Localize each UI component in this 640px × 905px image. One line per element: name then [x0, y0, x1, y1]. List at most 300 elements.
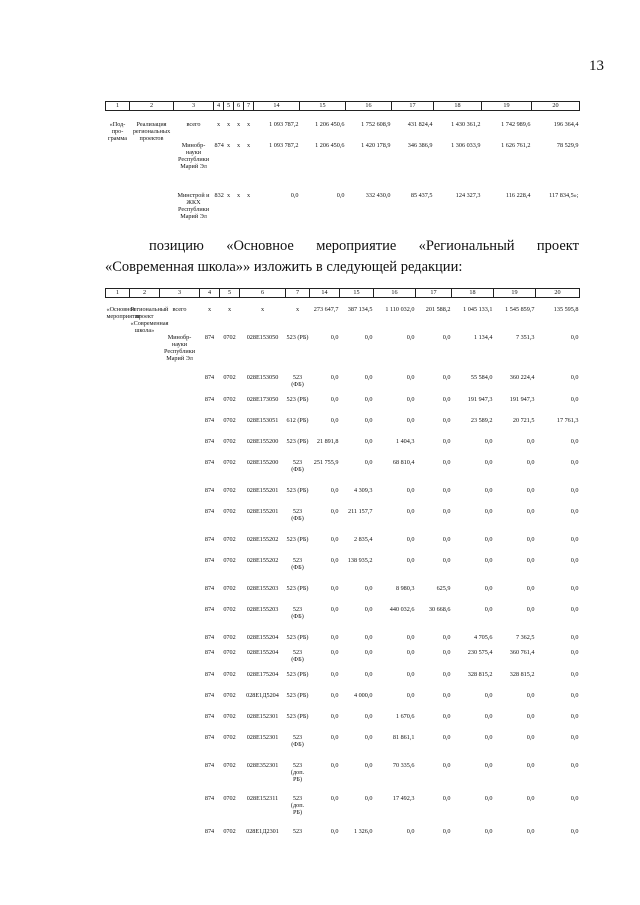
table-cell: 1 742 989,6 — [501, 121, 531, 128]
table-row — [106, 713, 580, 720]
table-cell: 0,0 — [570, 438, 579, 445]
table-cell: 0,0 — [330, 557, 339, 564]
table-cell: 0,0 — [330, 396, 339, 403]
table-cell: 116 228,4 — [505, 192, 531, 199]
table-cell — [130, 142, 174, 170]
table-cell: 8 980,3 — [395, 585, 415, 592]
table-cell: 028Е175204 — [246, 671, 279, 678]
table-cell: 0,0 — [330, 374, 339, 381]
table-cell: х — [236, 142, 241, 149]
table-cell: 0,0 — [526, 828, 535, 835]
column-header: 18 — [452, 289, 494, 298]
table-cell: 523 (РБ) — [286, 692, 309, 699]
empty-cell — [160, 634, 200, 641]
table-cell: 0,0 — [442, 417, 451, 424]
column-header: 15 — [340, 289, 374, 298]
table-cell: 387 134,5 — [347, 306, 373, 313]
table-cell: 874 — [204, 828, 215, 835]
table-cell: 0,0 — [442, 649, 451, 656]
table-cell: 0,0 — [570, 487, 579, 494]
table-cell: 0,0 — [570, 692, 579, 699]
table-cell: 0,0 — [406, 396, 415, 403]
table-cell: 124 327,3 — [455, 192, 481, 199]
table-cell: 7 362,5 — [515, 634, 535, 641]
table-cell: 0,0 — [526, 438, 535, 445]
table-cell: 0702 — [223, 671, 236, 678]
table-cell: 874 — [214, 142, 224, 149]
column-header: 1 — [106, 289, 130, 298]
table-cell: 523 (РБ) — [286, 334, 309, 341]
table-cell: 1 093 787,2 — [269, 142, 299, 149]
table-cell: 0,0 — [290, 192, 299, 199]
column-header: 3 — [174, 102, 214, 111]
empty-cell — [160, 713, 200, 720]
table-row — [106, 828, 580, 835]
table-cell: 028Е155202 — [246, 557, 279, 564]
table-cell: х — [236, 192, 241, 199]
table-cell: 523 (РБ) — [286, 671, 309, 678]
table-cell: 138 935,2 — [347, 557, 373, 564]
table-cell: 0,0 — [484, 795, 493, 802]
table-cell: всего — [186, 121, 201, 128]
table-cell: 1 110 032,0 — [385, 306, 415, 313]
page-number: 13 — [589, 58, 604, 74]
table-cell: 0,0 — [330, 606, 339, 613]
instruction-paragraph — [105, 236, 579, 278]
empty-cell — [160, 374, 200, 388]
table-cell: 0702 — [223, 438, 236, 445]
table-cell: 0,0 — [570, 508, 579, 515]
table-cell: 523 (РБ) — [286, 585, 309, 592]
table-cell: 0,0 — [442, 508, 451, 515]
empty-cell — [130, 396, 160, 403]
table-cell: 523 (доп. РБ) — [290, 762, 305, 783]
table-row — [106, 585, 580, 592]
empty-cell — [130, 536, 160, 543]
table-cell: 874 — [204, 334, 215, 341]
table-cell: 0,0 — [484, 762, 493, 769]
table-cell: 0,0 — [442, 634, 451, 641]
table-cell: 0,0 — [364, 671, 373, 678]
table-cell: 0,0 — [570, 762, 579, 769]
table-cell: 523 — [292, 828, 303, 835]
table-cell: 0,0 — [526, 762, 535, 769]
ministry-cell: Минобр-науки Республики Марий Эл — [163, 334, 196, 362]
table-cell: 523 (ФБ) — [291, 557, 304, 571]
table-cell: 191 947,3 — [509, 396, 535, 403]
table-regional-project — [105, 288, 580, 835]
table-cell: «Основное мероприятие — [106, 306, 141, 320]
empty-cell — [160, 692, 200, 699]
table-cell — [130, 192, 174, 220]
table-cell: 625,9 — [436, 585, 451, 592]
table-cell: 523 (РБ) — [286, 396, 309, 403]
table-cell: 0,0 — [526, 508, 535, 515]
empty-cell — [160, 396, 200, 403]
table-cell: 028Е155201 — [246, 487, 279, 494]
empty-cell — [160, 508, 200, 522]
column-header: 6 — [240, 289, 286, 298]
table-cell: 0,0 — [330, 487, 339, 494]
table-cell: 1 752 608,9 — [361, 121, 391, 128]
table-cell: 874 — [204, 634, 215, 641]
table-cell: 0,0 — [570, 734, 579, 741]
empty-cell — [130, 649, 160, 663]
table-cell: 874 — [204, 508, 215, 515]
table-cell: 0,0 — [364, 713, 373, 720]
column-header: 20 — [532, 102, 580, 111]
table-cell: 0,0 — [484, 508, 493, 515]
table-cell: 4 309,3 — [353, 487, 373, 494]
table-cell: 523 (ФБ) — [291, 649, 304, 663]
empty-cell — [106, 713, 130, 720]
table-cell: 1 420 178,9 — [361, 142, 391, 149]
table-cell: 028Е152301 — [246, 734, 279, 741]
table-cell: 21 891,8 — [316, 438, 339, 445]
table-cell: 874 — [204, 459, 215, 466]
table-cell: 328 815,2 — [467, 671, 493, 678]
table-cell: Реализация региональных проектов — [132, 121, 171, 142]
table-cell: 0702 — [223, 585, 236, 592]
table-cell: 1 045 133,1 — [463, 306, 493, 313]
paragraph-line-2: «Современная школа»» изложить в следующей редакции: — [105, 259, 463, 275]
column-header: 4 — [214, 102, 224, 111]
column-header: 17 — [392, 102, 434, 111]
table-cell: 0,0 — [330, 508, 339, 515]
table-cell: 0,0 — [406, 487, 415, 494]
empty-cell — [106, 585, 130, 592]
column-header: 1 — [106, 102, 130, 111]
table-cell: 0702 — [223, 487, 236, 494]
table-cell: 0702 — [223, 536, 236, 543]
table-cell: 0,0 — [570, 374, 579, 381]
table-cell: 523 (РБ) — [286, 713, 309, 720]
table-cell: 874 — [204, 438, 215, 445]
table-cell: 211 157,7 — [347, 508, 373, 515]
table-cell: 1 670,6 — [395, 713, 415, 720]
table-cell: х — [226, 142, 231, 149]
table-cell: 0,0 — [406, 671, 415, 678]
empty-cell — [106, 487, 130, 494]
table-cell: 028Е155203 — [246, 606, 279, 613]
empty-cell — [130, 508, 160, 522]
table-row — [106, 334, 580, 362]
table-cell: 0,0 — [442, 734, 451, 741]
table-cell: 0702 — [223, 417, 236, 424]
empty-cell — [106, 396, 130, 403]
table-cell: 0,0 — [570, 606, 579, 613]
table-cell: 328 815,2 — [509, 671, 535, 678]
column-header: 4 — [200, 289, 220, 298]
table-cell: 0702 — [223, 828, 236, 835]
table-cell: 028Е155201 — [246, 508, 279, 515]
empty-cell — [130, 734, 160, 748]
empty-cell — [160, 487, 200, 494]
table-cell: 0,0 — [442, 374, 451, 381]
table-row — [106, 121, 580, 142]
table-cell: 0,0 — [336, 192, 345, 199]
table-cell: 0,0 — [570, 557, 579, 564]
table-cell: 0702 — [223, 606, 236, 613]
table-cell: 0,0 — [526, 536, 535, 543]
empty-cell — [160, 438, 200, 445]
table-cell: 028Е155200 — [246, 438, 279, 445]
empty-cell — [106, 606, 130, 620]
table-cell: 523 (ФБ) — [291, 734, 304, 748]
table-cell: 523 (ФБ) — [291, 374, 304, 388]
table-cell: 0,0 — [570, 713, 579, 720]
table-cell: 0,0 — [364, 585, 373, 592]
table-cell: 4 000,0 — [353, 692, 373, 699]
column-header: 19 — [494, 289, 536, 298]
table-cell: 874 — [204, 536, 215, 543]
table-cell: 523 (ФБ) — [291, 508, 304, 522]
table-row — [106, 396, 580, 403]
table-cell: 1 545 859,7 — [505, 306, 535, 313]
table-row — [106, 142, 580, 170]
table-cell: х — [295, 306, 300, 313]
table-cell: 523 (доп. РБ) — [290, 795, 305, 816]
table-cell: х — [227, 306, 232, 313]
table-cell: 028Е352301 — [246, 762, 279, 769]
table-cell: 028Е155204 — [246, 649, 279, 656]
table-cell: 028Е152301 — [246, 713, 279, 720]
table-cell: 0,0 — [330, 734, 339, 741]
table-cell: 0702 — [223, 762, 236, 769]
table-cell: 0,0 — [526, 585, 535, 592]
table-cell: 360 761,4 — [509, 649, 535, 656]
table-cell: 0,0 — [406, 536, 415, 543]
table-cell: 23 589,2 — [470, 417, 493, 424]
table-cell: х — [216, 121, 221, 128]
table-cell: 0702 — [223, 649, 236, 656]
table-cell: 0,0 — [364, 795, 373, 802]
empty-cell — [160, 606, 200, 620]
empty-cell — [106, 508, 130, 522]
table-cell: 874 — [204, 487, 215, 494]
table-cell: 0,0 — [484, 459, 493, 466]
table-cell: 273 647,7 — [313, 306, 339, 313]
paragraph-line-1: позицию «Основное мероприятие «Региональный проект — [149, 238, 579, 254]
table-cell: 0,0 — [330, 762, 339, 769]
table-cell: 0,0 — [330, 795, 339, 802]
table-cell: 0,0 — [484, 557, 493, 564]
table-cell: 874 — [204, 671, 215, 678]
table-cell: 0,0 — [442, 795, 451, 802]
table-cell: 0,0 — [330, 585, 339, 592]
table-cell: 1 206 450,6 — [315, 142, 345, 149]
table-cell: 0,0 — [526, 459, 535, 466]
table-cell: 0,0 — [570, 536, 579, 543]
table-row — [106, 762, 580, 783]
table-cell: 0,0 — [330, 536, 339, 543]
table-cell: 028Е1Д2301 — [246, 828, 279, 835]
table-cell: 874 — [204, 606, 215, 613]
table-cell: 0,0 — [442, 438, 451, 445]
table-cell: 0,0 — [364, 634, 373, 641]
empty-cell — [106, 828, 130, 835]
table-row — [106, 438, 580, 445]
table-header-row — [106, 289, 580, 298]
table-row — [106, 671, 580, 678]
table-cell: 0,0 — [442, 692, 451, 699]
table-cell: 0,0 — [570, 671, 579, 678]
table-cell: 0,0 — [330, 649, 339, 656]
empty-cell — [160, 734, 200, 748]
table-cell: 874 — [204, 649, 215, 656]
table-cell: 523 (РБ) — [286, 536, 309, 543]
table-cell: 4 705,6 — [473, 634, 493, 641]
column-header: 5 — [224, 102, 234, 111]
empty-cell — [130, 438, 160, 445]
table-row — [106, 606, 580, 620]
table-row — [106, 306, 580, 334]
table-cell: 20 721,5 — [512, 417, 535, 424]
table-row — [106, 634, 580, 641]
table-cell: 0,0 — [406, 692, 415, 699]
table-cell: х — [226, 192, 231, 199]
table-cell: всего — [172, 306, 187, 313]
table-cell: 0,0 — [484, 438, 493, 445]
table-row — [106, 459, 580, 473]
table-cell: 0,0 — [442, 334, 451, 341]
column-header: 15 — [300, 102, 346, 111]
table-cell: 0,0 — [526, 734, 535, 741]
table-cell: 81 861,1 — [392, 734, 415, 741]
empty-cell — [130, 828, 160, 835]
table-header-row — [106, 102, 580, 111]
empty-cell — [160, 557, 200, 571]
table-cell: 523 (ФБ) — [291, 606, 304, 620]
column-header: 2 — [130, 102, 174, 111]
empty-cell — [130, 606, 160, 620]
table-cell: 028Е153050 — [246, 334, 279, 341]
table-cell: 0,0 — [330, 334, 339, 341]
table-cell: 028Е153050 — [246, 374, 279, 381]
empty-cell — [160, 828, 200, 835]
empty-cell — [130, 692, 160, 699]
table-cell: 0,0 — [330, 692, 339, 699]
table-row — [106, 557, 580, 571]
table-cell: 0,0 — [442, 536, 451, 543]
table-cell: 0,0 — [364, 734, 373, 741]
column-header: 7 — [286, 289, 310, 298]
empty-cell — [106, 557, 130, 571]
empty-cell — [160, 649, 200, 663]
column-header: 19 — [482, 102, 532, 111]
table-cell: 0,0 — [484, 692, 493, 699]
table-cell: 0,0 — [570, 795, 579, 802]
empty-cell — [130, 374, 160, 388]
empty-cell — [130, 487, 160, 494]
empty-cell — [160, 417, 200, 424]
table-cell: 523 (РБ) — [286, 487, 309, 494]
table-cell: 30 668,6 — [428, 606, 451, 613]
table-cell: 0,0 — [484, 606, 493, 613]
empty-cell — [130, 417, 160, 424]
empty-cell — [130, 713, 160, 720]
table-cell: 0,0 — [442, 487, 451, 494]
table-cell: 0,0 — [570, 459, 579, 466]
table-cell: 0,0 — [406, 634, 415, 641]
table-cell: 0,0 — [364, 396, 373, 403]
table-cell: 0,0 — [526, 487, 535, 494]
table-cell: 1 093 787,2 — [269, 121, 299, 128]
empty-cell — [106, 374, 130, 388]
table-cell: 028Е153051 — [246, 417, 279, 424]
column-header: 16 — [374, 289, 416, 298]
empty-cell — [130, 634, 160, 641]
table-cell: 0,0 — [526, 795, 535, 802]
table-cell: 0,0 — [406, 649, 415, 656]
table-cell: 874 — [204, 713, 215, 720]
table-cell: 1 306 033,9 — [451, 142, 481, 149]
table-row — [106, 374, 580, 388]
empty-cell — [106, 671, 130, 678]
table-cell: 70 335,6 — [392, 762, 415, 769]
column-header: 6 — [234, 102, 244, 111]
table-cell: 028Е1Д5204 — [246, 692, 279, 699]
table-cell: 251 755,9 — [313, 459, 339, 466]
empty-cell — [106, 734, 130, 748]
empty-cell — [130, 459, 160, 473]
table-subprogram — [105, 101, 580, 220]
table-row — [106, 487, 580, 494]
empty-cell — [130, 671, 160, 678]
table-cell: 0,0 — [484, 585, 493, 592]
empty-cell — [106, 692, 130, 699]
table-cell: 0,0 — [364, 459, 373, 466]
table-cell: 1 430 361,2 — [451, 121, 481, 128]
table-cell — [106, 192, 130, 220]
table-cell: х — [226, 121, 231, 128]
table-row — [106, 692, 580, 699]
table-cell: 0,0 — [442, 762, 451, 769]
table-cell: 612 (РБ) — [286, 417, 309, 424]
table-cell: 874 — [204, 374, 215, 381]
column-header: 20 — [536, 289, 580, 298]
table-row — [106, 536, 580, 543]
table-cell: х — [246, 142, 251, 149]
table-cell: 028Е155203 — [246, 585, 279, 592]
table-cell: 523 (ФБ) — [291, 459, 304, 473]
table-cell: 874 — [204, 557, 215, 564]
table-cell: х — [260, 306, 265, 313]
column-header: 3 — [160, 289, 200, 298]
table-cell: 0,0 — [364, 606, 373, 613]
table-cell: 117 834,5»; — [549, 192, 579, 199]
table-cell: 874 — [204, 762, 215, 769]
table-cell: 0,0 — [526, 606, 535, 613]
table-cell: 874 — [204, 585, 215, 592]
table-cell: 0,0 — [364, 762, 373, 769]
column-header: 16 — [346, 102, 392, 111]
table-cell: х — [207, 306, 212, 313]
table-cell: 196 364,4 — [553, 121, 579, 128]
table-cell: 0,0 — [442, 713, 451, 720]
table-cell: 55 584,0 — [470, 374, 493, 381]
empty-cell — [106, 536, 130, 543]
table-cell: 0,0 — [570, 634, 579, 641]
table-cell: 874 — [204, 734, 215, 741]
table-cell: 874 — [204, 692, 215, 699]
table-cell: 0702 — [223, 396, 236, 403]
table-cell: 0,0 — [526, 713, 535, 720]
table-cell: 0,0 — [442, 557, 451, 564]
empty-cell — [106, 459, 130, 473]
table-cell: 17 761,3 — [556, 417, 579, 424]
column-header: 14 — [254, 102, 300, 111]
